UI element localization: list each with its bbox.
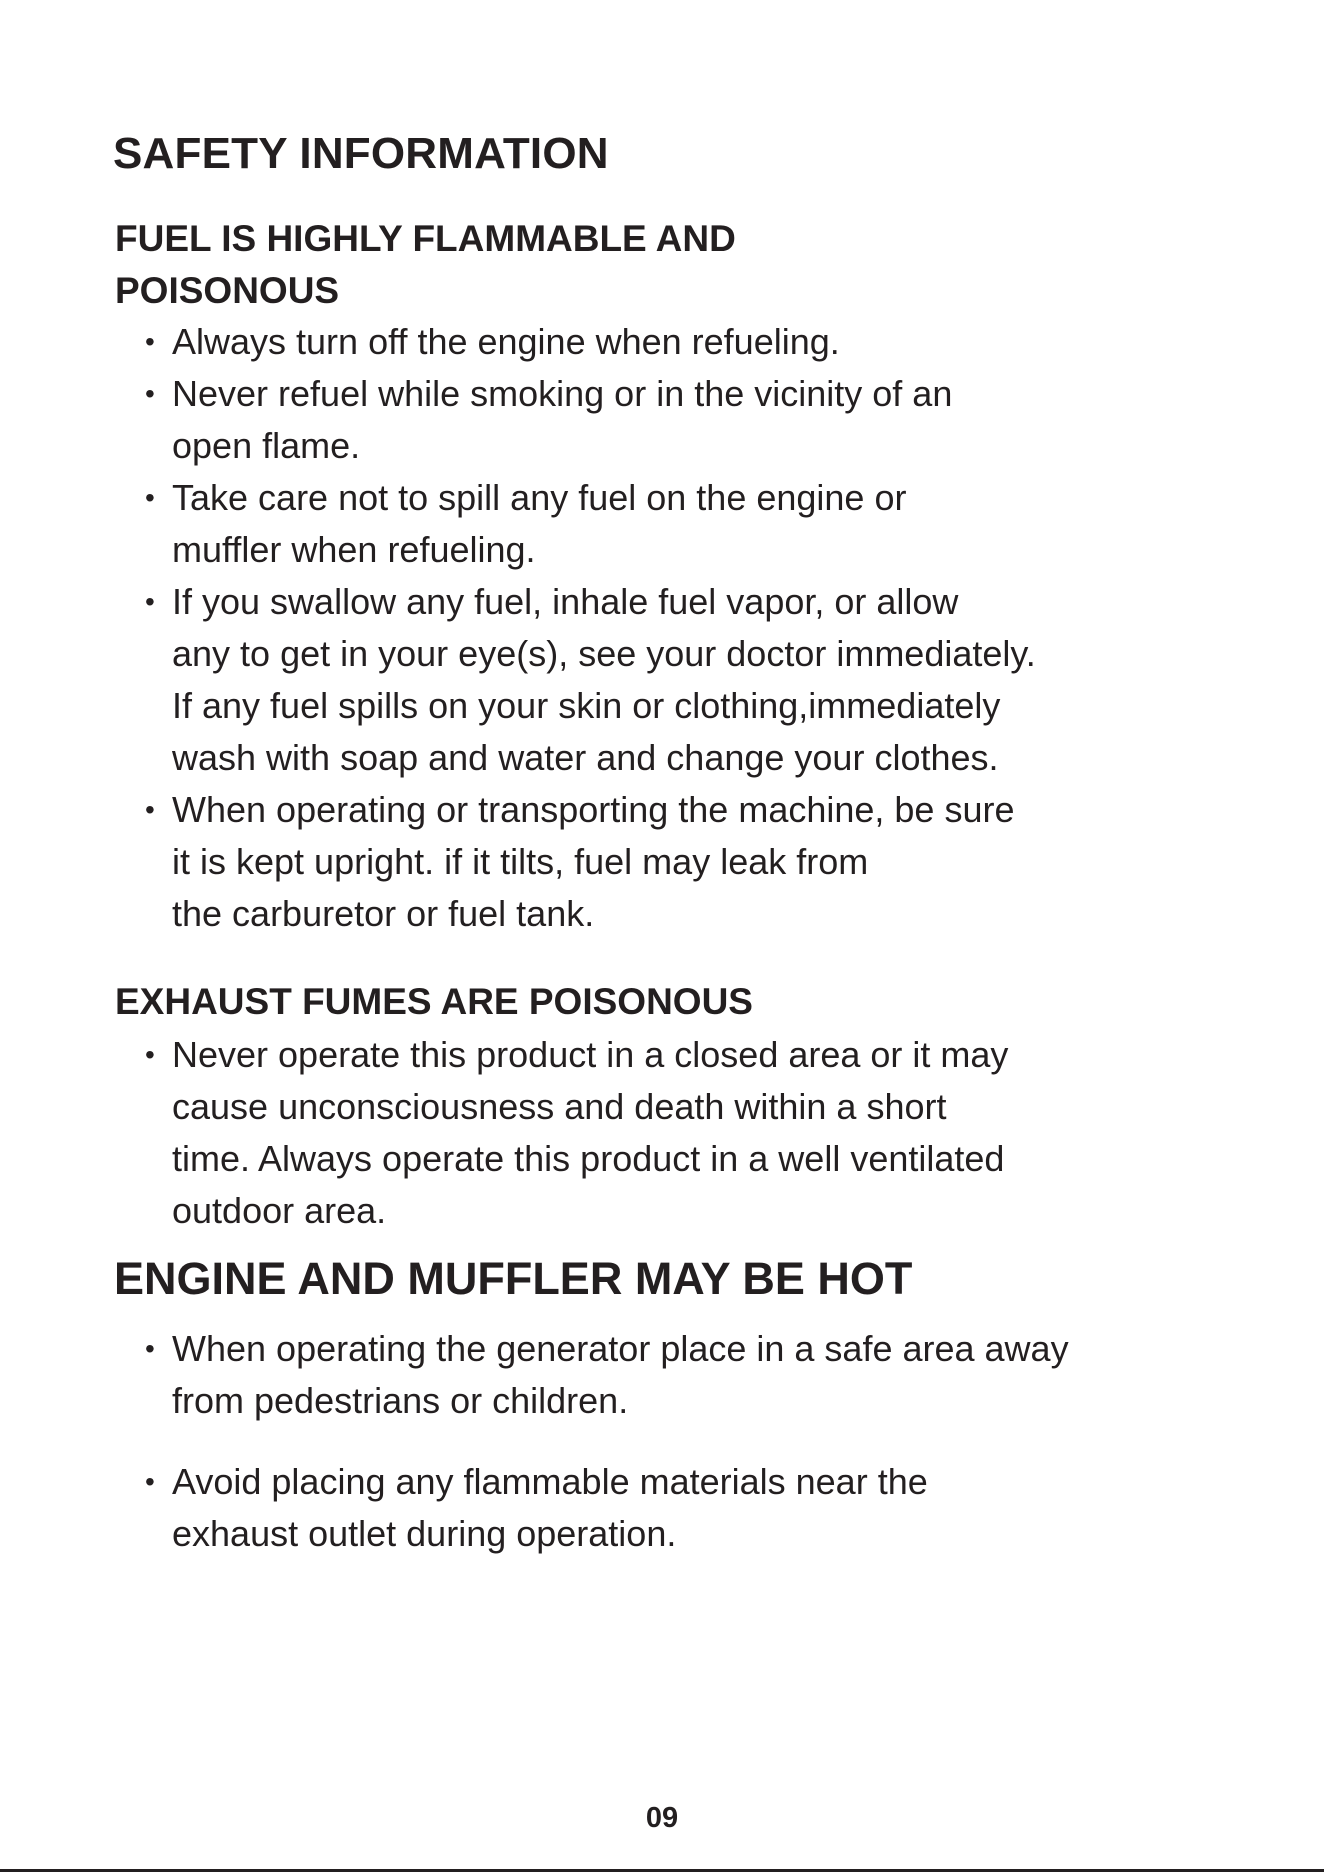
bullet-icon: • bbox=[145, 378, 155, 409]
bullet-icon: • bbox=[145, 1333, 155, 1364]
bullet-icon: • bbox=[145, 1039, 155, 1070]
bullet-icon: • bbox=[145, 794, 155, 825]
bullet-icon: • bbox=[145, 326, 155, 357]
section-heading-exhaust bbox=[115, 976, 753, 1028]
bullet-icon: • bbox=[145, 586, 155, 617]
list-item bbox=[143, 784, 1036, 940]
list-item bbox=[143, 472, 1036, 576]
list-item-text: When operating the generator place in a safe area away bbox=[172, 1328, 1069, 1369]
list-item-text: Never refuel while smoking or in the vicinity of an bbox=[172, 373, 953, 414]
list-item-text: wash with soap and water and change your clothes. bbox=[172, 737, 999, 778]
list-item bbox=[143, 1029, 1008, 1237]
section-heading-engine-hot bbox=[114, 1252, 912, 1306]
list-item bbox=[143, 1323, 1069, 1427]
bullet-icon: • bbox=[145, 1466, 155, 1497]
list-item-text: Never operate this product in a closed area or it may bbox=[172, 1034, 1009, 1075]
section-heading-line: FUEL IS HIGHLY FLAMMABLE AND bbox=[115, 218, 736, 259]
fuel-bullet-list bbox=[143, 316, 1036, 940]
section-heading-fuel bbox=[115, 213, 736, 317]
section-heading-line: ENGINE AND MUFFLER MAY BE HOT bbox=[114, 1253, 913, 1304]
list-item-text: cause unconsciousness and death within a short bbox=[172, 1086, 947, 1127]
list-item-text: any to get in your eye(s), see your doctor immediately. bbox=[172, 633, 1036, 674]
list-item-text: it is kept upright. if it tilts, fuel may leak from bbox=[172, 841, 869, 882]
page-number: 09 bbox=[645, 1802, 679, 1834]
list-item-text: muffler when refueling. bbox=[172, 529, 536, 570]
list-item-text: When operating or transporting the machine, be sure bbox=[172, 789, 1015, 830]
list-item-text: Avoid placing any flammable materials near the bbox=[172, 1461, 928, 1502]
section-heading-line: EXHAUST FUMES ARE POISONOUS bbox=[115, 981, 753, 1022]
list-item-text: open flame. bbox=[172, 425, 361, 466]
list-item bbox=[143, 316, 1036, 368]
list-item-text: Take care not to spill any fuel on the engine or bbox=[172, 477, 907, 518]
exhaust-bullet-list bbox=[143, 1029, 1008, 1237]
engine-hot-bullet-list bbox=[143, 1323, 1069, 1560]
bullet-icon: • bbox=[145, 482, 155, 513]
list-item-text: exhaust outlet during operation. bbox=[172, 1513, 677, 1554]
list-item-text: Always turn off the engine when refueling. bbox=[172, 321, 840, 362]
list-item-text: If any fuel spills on your skin or clothing,immediately bbox=[172, 685, 1001, 726]
page-title: SAFETY INFORMATION bbox=[113, 129, 609, 178]
section-heading-line: POISONOUS bbox=[115, 270, 340, 311]
list-item-text: from pedestrians or children. bbox=[172, 1380, 629, 1421]
list-item bbox=[143, 576, 1036, 784]
list-item-text: time. Always operate this product in a well ventilated bbox=[172, 1138, 1005, 1179]
list-item bbox=[143, 1456, 1069, 1560]
list-item-text: If you swallow any fuel, inhale fuel vapor, or allow bbox=[172, 581, 959, 622]
list-item-text: outdoor area. bbox=[172, 1190, 387, 1231]
list-item bbox=[143, 368, 1036, 472]
list-item-text: the carburetor or fuel tank. bbox=[172, 893, 595, 934]
